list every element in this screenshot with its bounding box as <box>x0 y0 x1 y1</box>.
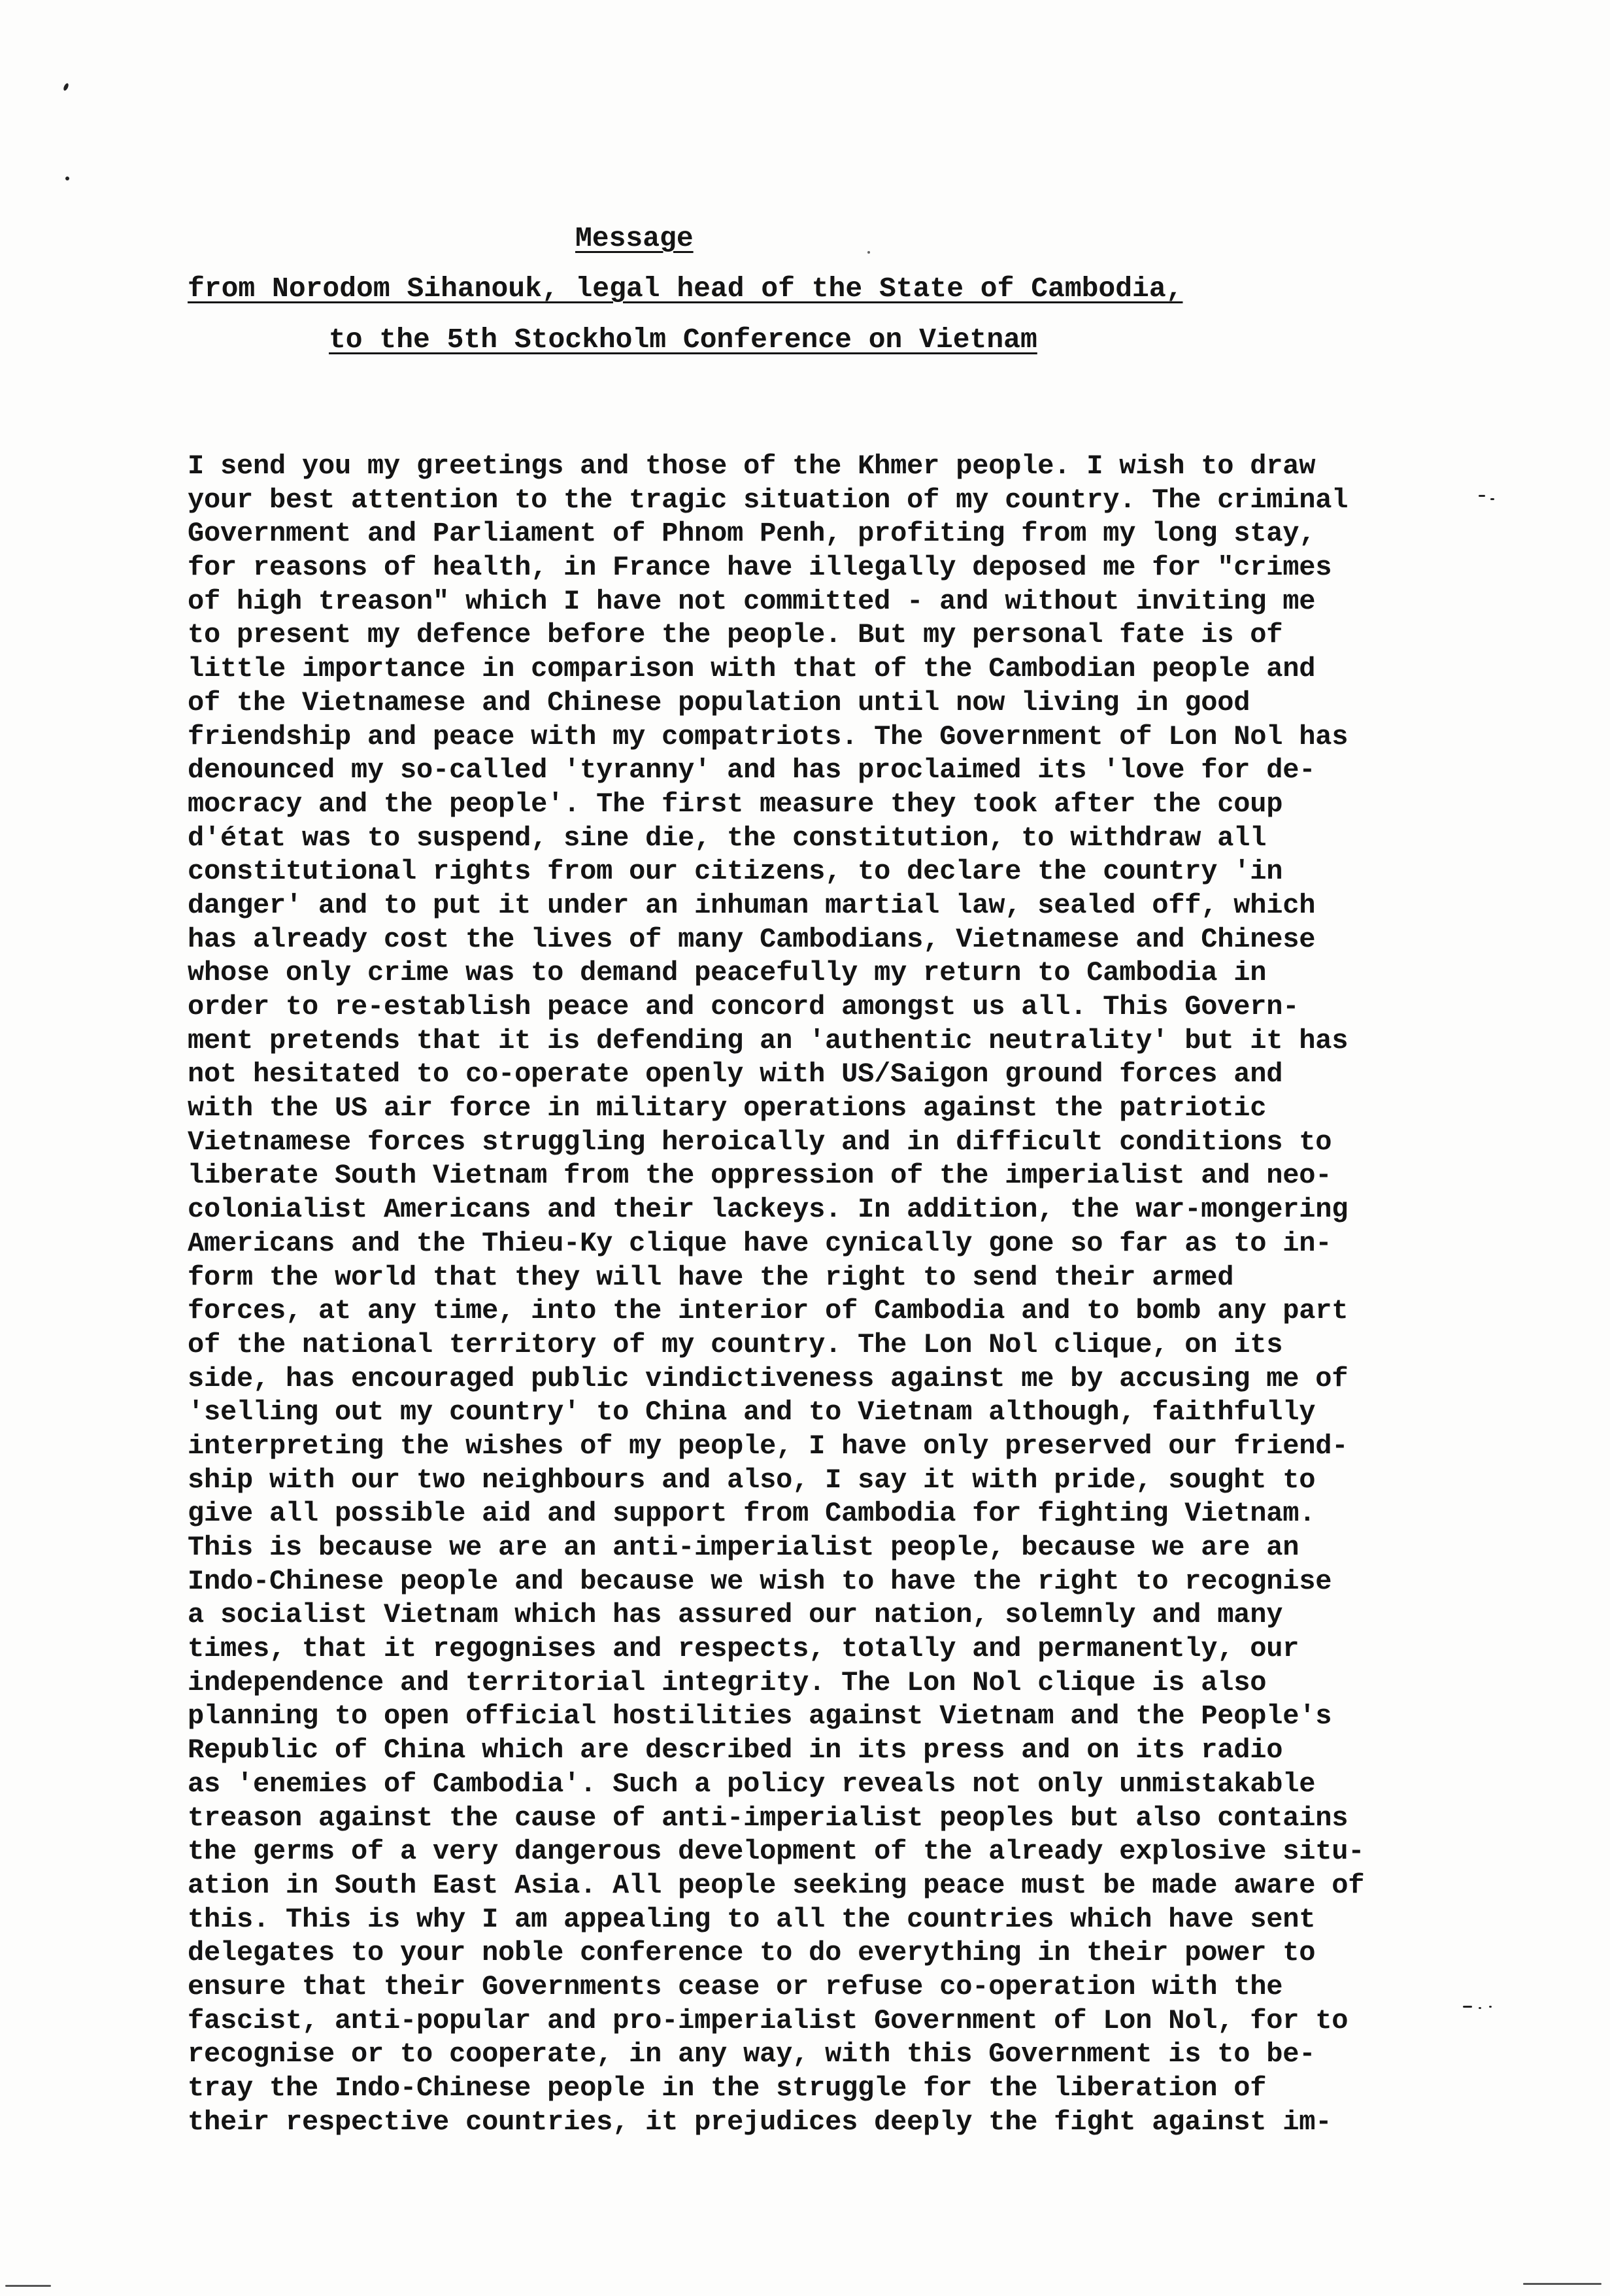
body-line: times, that it regognises and respects, totally and permanently, our <box>188 1633 1300 1665</box>
body-line: Vietnamese forces struggling heroically and in difficult conditions to <box>188 1126 1332 1158</box>
body-line: ship with our two neighbours and also, I say it with pride, sought to <box>188 1464 1316 1496</box>
scan-speck <box>63 82 70 91</box>
body-line: has already cost the lives of many Cambodians, Vietnamese and Chinese <box>188 923 1316 955</box>
body-line: Indo-Chinese people and because we wish to have the right to recognise <box>188 1565 1332 1597</box>
body-line: this. This is why I am appealing to all the countries which have sent <box>188 1903 1316 1935</box>
scan-speck <box>65 177 69 180</box>
body-line: with the US air force in military operations against the patriotic <box>188 1092 1267 1124</box>
scan-speck <box>867 251 870 254</box>
body-line: to present my defence before the people. But my personal fate is of <box>188 619 1283 651</box>
body-line: planning to open official hostilities against Vietnam and the People's <box>188 1700 1332 1732</box>
body-line: of the national territory of my country. The Lon Nol clique, on its <box>188 1328 1283 1360</box>
body-line: their respective countries, it prejudices deeply the fight against im- <box>188 2106 1332 2138</box>
body-line: little importance in comparison with that of the Cambodian people and <box>188 653 1316 685</box>
body-line: of the Vietnamese and Chinese population until now living in good <box>188 686 1250 718</box>
document-subtitle-line-2: to the 5th Stockholm Conference on Vietnam <box>329 324 1037 356</box>
body-line: denounced my so-called 'tyranny' and has proclaimed its 'love for de- <box>188 754 1316 786</box>
document-body <box>188 450 1495 2139</box>
scan-edge-line <box>5 2285 51 2287</box>
body-line: This is because we are an anti-imperialist people, because we are an <box>188 1532 1300 1563</box>
body-line: friendship and peace with my compatriots. The Government of Lon Nol has <box>188 720 1349 752</box>
body-line: forces, at any time, into the interior of Cambodia and to bomb any part <box>188 1295 1349 1327</box>
scan-edge-line <box>1523 2283 1602 2285</box>
body-line: treason against the cause of anti-imperialist peoples but also contains <box>188 1802 1349 1834</box>
body-line: 'selling out my country' to China and to Vietnam although, faithfully <box>188 1396 1316 1428</box>
body-line: for reasons of health, in France have illegally deposed me for "crimes <box>188 552 1332 584</box>
body-line: colonialist Americans and their lackeys. In addition, the war-mongering <box>188 1194 1349 1226</box>
body-line: the germs of a very dangerous development of the already explosive situ- <box>188 1836 1365 1868</box>
body-line: recognise or to cooperate, in any way, with this Government is to be- <box>188 2038 1316 2070</box>
body-line: fascist, anti-popular and pro-imperialist Government of Lon Nol, for to <box>188 2004 1349 2036</box>
body-line: a socialist Vietnam which has assured our nation, solemnly and many <box>188 1599 1283 1631</box>
body-line: delegates to your noble conference to do everything in their power to <box>188 1937 1316 1969</box>
body-line: whose only crime was to demand peacefully my return to Cambodia in <box>188 957 1267 989</box>
body-line: not hesitated to co-operate openly with US/Saigon ground forces and <box>188 1058 1283 1090</box>
body-line: ensure that their Governments cease or refuse co-operation with the <box>188 1970 1283 2002</box>
body-line: Republic of China which are described in its press and on its radio <box>188 1734 1283 1766</box>
body-line: Government and Parliament of Phnom Penh, profiting from my long stay, <box>188 518 1316 550</box>
body-line: ation in South East Asia. All people seeking peace must be made aware of <box>188 1869 1365 1901</box>
body-line: tray the Indo-Chinese people in the struggle for the liberation of <box>188 2072 1267 2104</box>
document-title: Message <box>575 222 694 254</box>
body-line: of high treason" which I have not committed - and without inviting me <box>188 585 1316 617</box>
body-line: give all possible aid and support from Cambodia for fighting Vietnam. <box>188 1498 1316 1530</box>
body-line: d'état was to suspend, sine die, the constitution, to withdraw all <box>188 822 1267 854</box>
body-line: as 'enemies of Cambodia'. Such a policy reveals not only unmistakable <box>188 1768 1316 1800</box>
body-line: side, has encouraged public vindictiveness against me by accusing me of <box>188 1362 1349 1394</box>
document-subtitle-line-1: from Norodom Sihanouk, legal head of the State of Cambodia, <box>188 273 1183 305</box>
body-line: your best attention to the tragic situation of my country. The criminal <box>188 484 1349 516</box>
body-line: mocracy and the people'. The first measure they took after the coup <box>188 788 1283 820</box>
body-line: Americans and the Thieu-Ky clique have cynically gone so far as to in- <box>188 1227 1332 1259</box>
body-line: order to re-establish peace and concord amongst us all. This Govern- <box>188 991 1300 1022</box>
body-line: I send you my greetings and those of the Khmer people. I wish to draw <box>188 450 1316 482</box>
body-line: liberate South Vietnam from the oppression of the imperialist and neo- <box>188 1160 1332 1192</box>
body-line: ment pretends that it is defending an 'authentic neutrality' but it has <box>188 1024 1349 1056</box>
body-line: interpreting the wishes of my people, I have only preserved our friend- <box>188 1430 1349 1462</box>
body-line: constitutional rights from our citizens, to declare the country 'in <box>188 856 1283 888</box>
body-line: danger' and to put it under an inhuman martial law, sealed off, which <box>188 889 1316 921</box>
body-line: independence and territorial integrity. The Lon Nol clique is also <box>188 1666 1267 1698</box>
body-line: form the world that they will have the right to send their armed <box>188 1261 1234 1293</box>
